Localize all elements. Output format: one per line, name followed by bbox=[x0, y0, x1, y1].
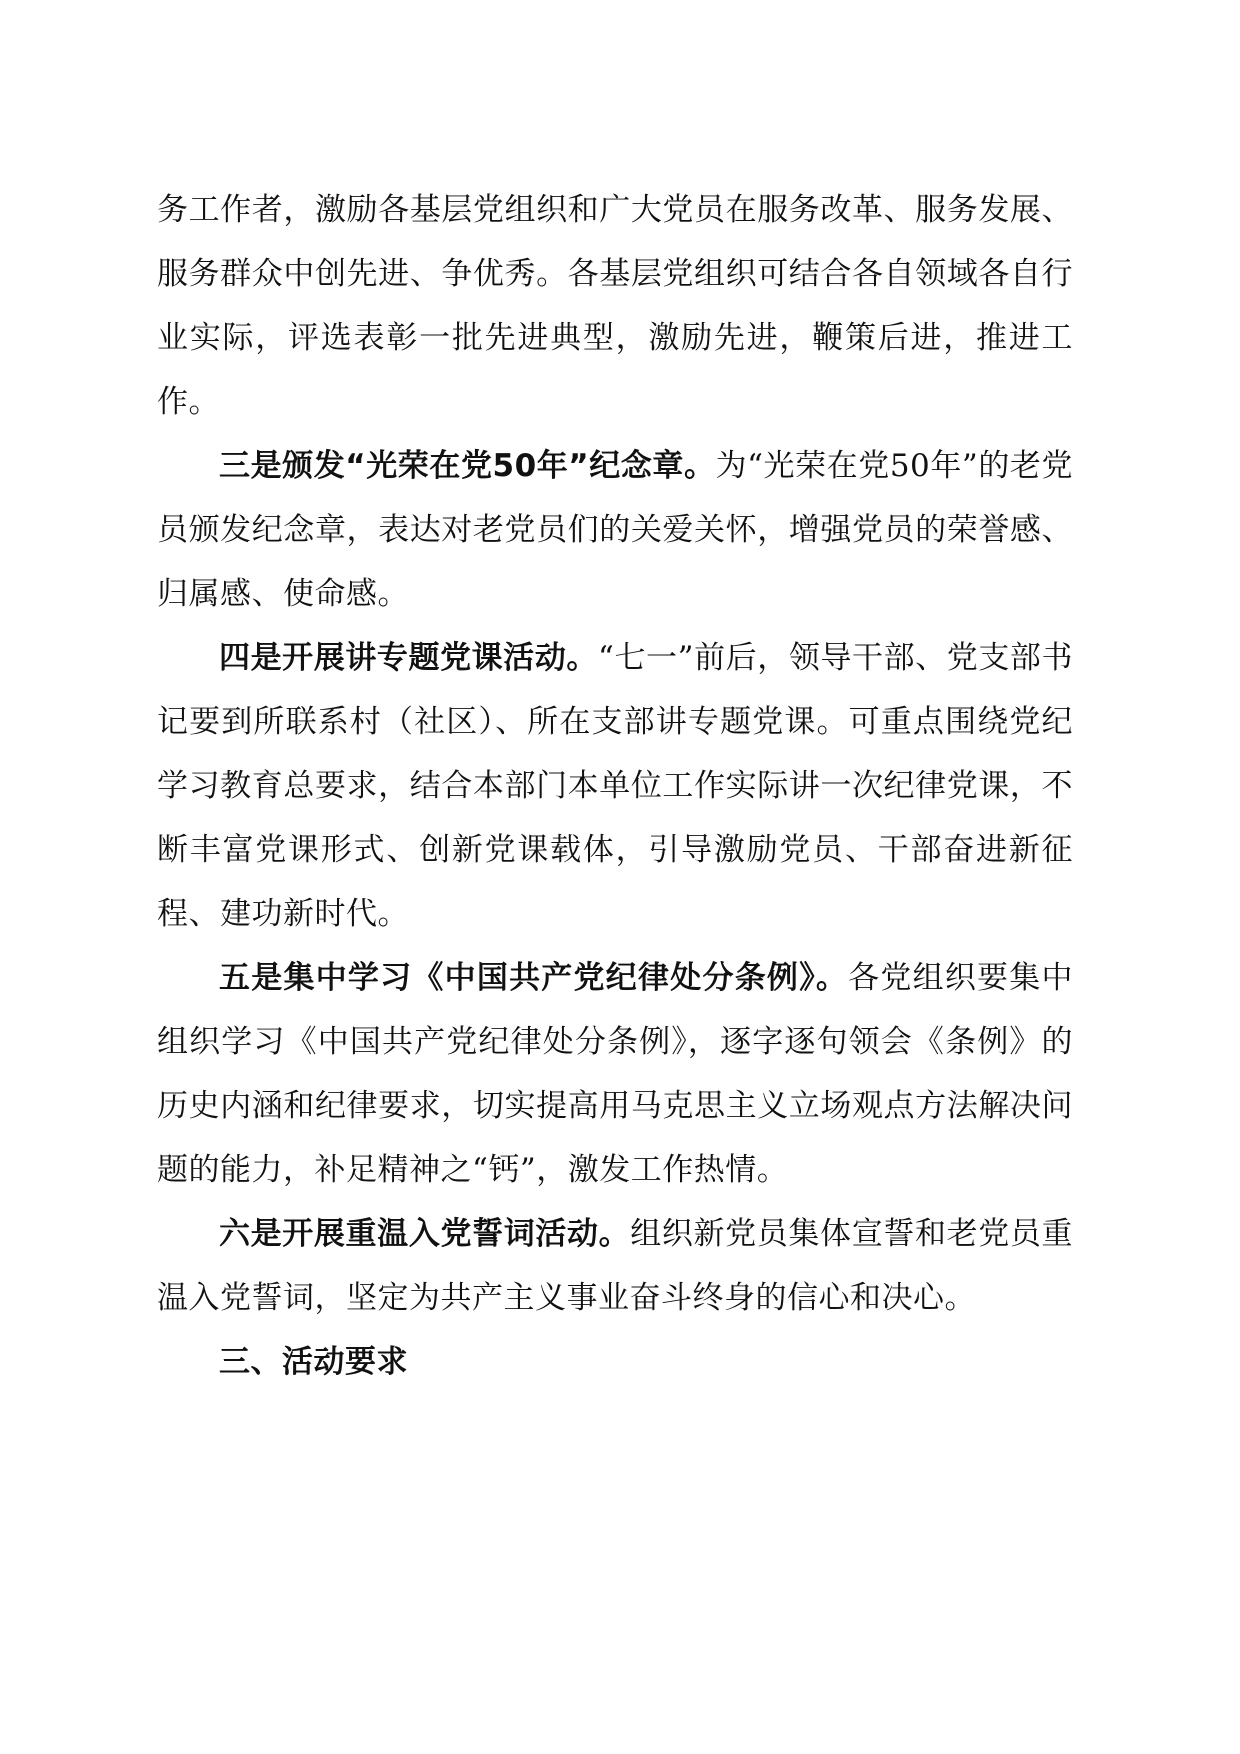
document-body bbox=[157, 178, 1073, 1394]
paragraph-continuation bbox=[157, 178, 1073, 434]
paragraph-commemorative-medal bbox=[157, 434, 1073, 626]
paragraph-text: “七一”前后，领导干部、党支部书记要到所联系村（社区）、所在支部讲专题党课。可重点围绕党纪学习教育总要求，结合本部门本单位工作实际讲一次纪律党课，不断丰富党课形式、创新党课载体，引导激励党员、干部奋进新征程、建功新时代。 bbox=[157, 640, 1074, 932]
paragraph-lead: 三是颁发“光荣在党50年”纪念章。 bbox=[219, 448, 716, 484]
paragraph-lead: 五是集中学习《中国共产党纪律处分条例》。 bbox=[219, 960, 849, 996]
paragraph-lead: 四是开展讲专题党课活动。 bbox=[219, 640, 599, 676]
section-heading: 三、活动要求 bbox=[219, 1344, 408, 1380]
paragraph-party-lecture bbox=[157, 626, 1073, 946]
paragraph-text: 各党组织要集中组织学习《中国共产党纪律处分条例》，逐字逐句领会《条例》的历史内涵和纪律要求，切实提高用马克思主义立场观点方法解决问题的能力，补足精神之“钙”，激发工作热情。 bbox=[157, 960, 1074, 1188]
paragraph-oath-review bbox=[157, 1202, 1073, 1330]
paragraph-regulations-study bbox=[157, 946, 1073, 1202]
paragraph-text: 组织新党员集体宣誓和老党员重温入党誓词，坚定为共产主义事业奋斗终身的信心和决心。 bbox=[157, 1216, 1073, 1316]
paragraph-text: 为“光荣在党50年”的老党员颁发纪念章，表达对老党员们的关爱关怀，增强党员的荣誉感、归属感、使命感。 bbox=[157, 448, 1073, 612]
paragraph-text: 务工作者，激励各基层党组织和广大党员在服务改革、服务发展、服务群众中创先进、争优秀。各基层党组织可结合各自领域各自行业实际，评选表彰一批先进典型，激励先进，鞭策后进，推进工作。 bbox=[157, 192, 1073, 420]
paragraph-lead: 六是开展重温入党誓词活动。 bbox=[219, 1216, 631, 1252]
